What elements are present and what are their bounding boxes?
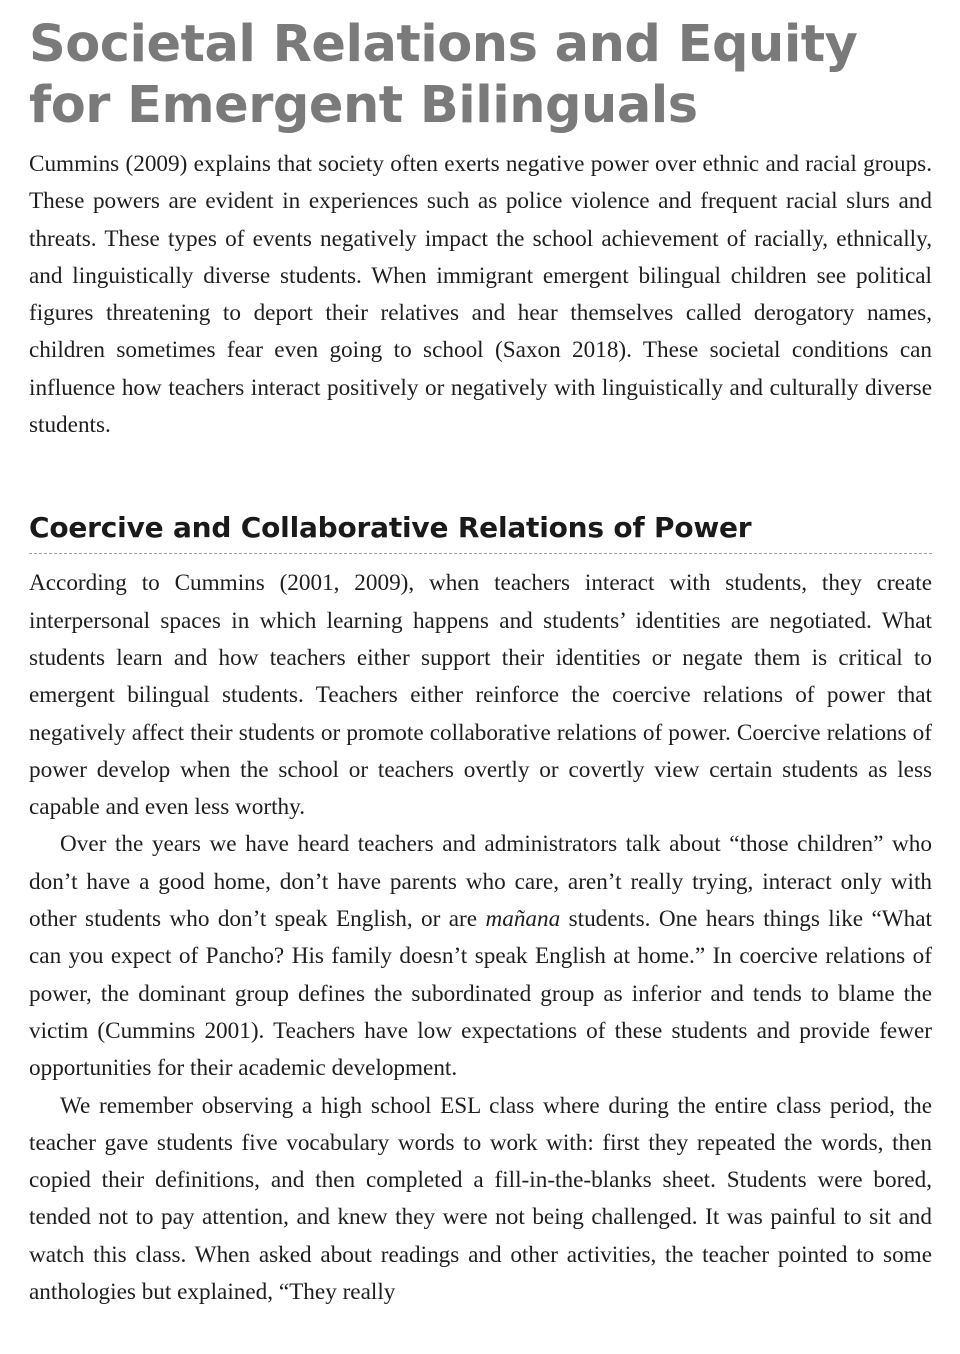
chapter-title: [29, 14, 932, 136]
section-body: [29, 565, 932, 1311]
chapter-title-line-1: Societal Relations and Equity: [29, 15, 858, 74]
section-heading: Coercive and Collaborative Relations of Power: [29, 510, 932, 554]
paragraph-2-italic-term: mañana: [485, 906, 561, 933]
paragraph-2-text-a: Over the years we have heard teachers and administrators talk about “those children” who don’t have a good home, don’t have parents who care, aren’t really trying, interact only with other students who don’t speak English, or are: [29, 831, 932, 933]
section-paragraph-3: We remember observing a high school ESL class where during the entire class period, the teacher gave students five vocabulary words to work with: first they repeated the words, then copied their definitions, and then completed a fill-in-the-blanks sheet. Students were bored, tended not to pay attention, and knew they were not being challenged. It was painful to sit and watch this class. When asked about readings and other activities, the teacher pointed to some anthologies but explained, “They really: [29, 1092, 932, 1306]
intro-paragraph: Cummins (2009) explains that society often exerts negative power over ethnic and racial groups. These powers are evident in experiences such as police violence and frequent racial slurs and threats. These types of events negatively impact the school achievement of racially, ethnically, and linguistically diverse students. When immigrant emergent bilingual children see political figures threatening to deport their relatives and hear themselves called derogatory names, children sometimes fear even going to school (Saxon 2018). These societal conditions can influence how teachers interact positively or negatively with linguistically and culturally diverse students.: [29, 151, 932, 439]
section-paragraph-1: According to Cummins (2001, 2009), when teachers interact with students, they create interpersonal spaces in which learning happens and students’ identities are negotiated. What students learn and how teachers either support their identities or negate them is critical to emergent bilingual students. Teachers either reinforce the coercive relations of power that negatively affect their students or promote collaborative relations of power. Coercive relations of power develop when the school or teachers overtly or covertly view certain students as less capable and even less worthy.: [29, 570, 932, 821]
chapter-title-line-2: for Emergent Bilinguals: [29, 76, 698, 135]
section-paragraph-2: [29, 826, 932, 1087]
paragraph-2-text-b: students. One hears things like “What can you expect of Pancho? His family doesn’t speak English at home.” In coercive relations of power, the dominant group defines the subordinated group as inferior and tends to blame the victim (Cummins 2001). Teachers have low expectations of these students and provide fewer opportunities for their academic development.: [29, 906, 932, 1082]
